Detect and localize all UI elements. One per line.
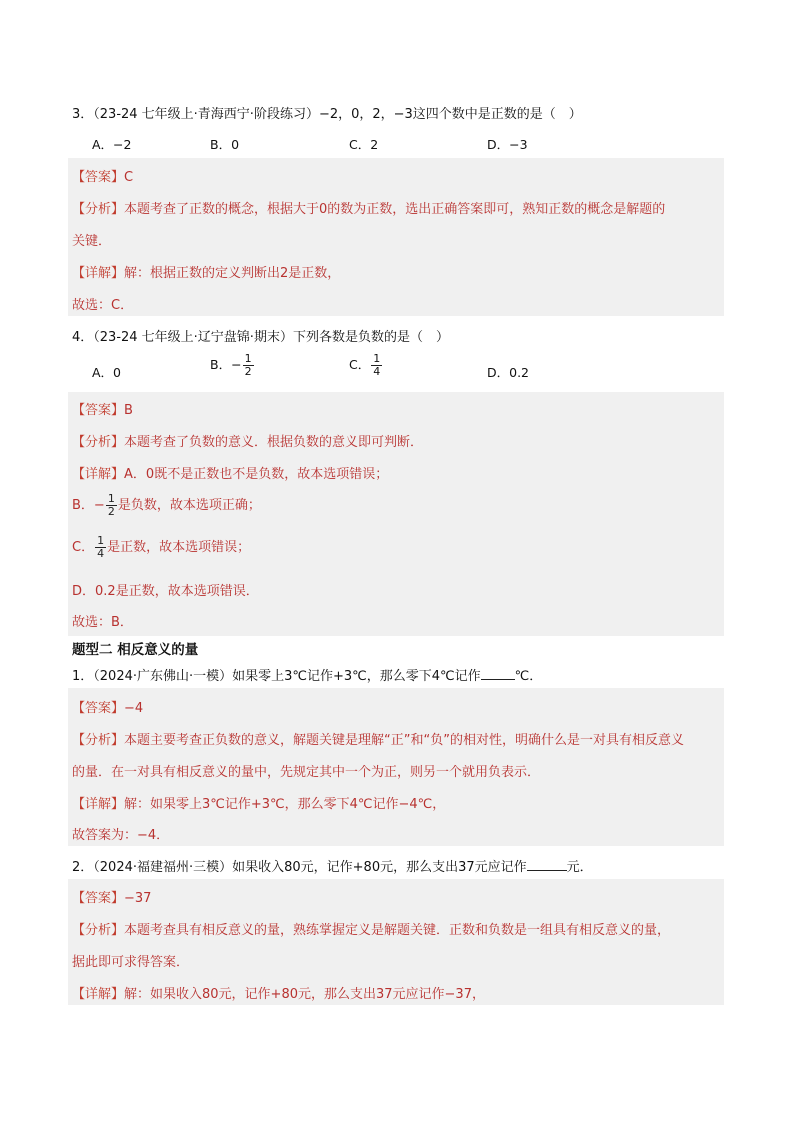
q3-detail-line1 bbox=[72, 262, 340, 281]
numerator: 1 bbox=[244, 352, 252, 365]
analysis-tag: 【分析】 bbox=[72, 202, 125, 217]
q4-answer-value: B bbox=[124, 403, 133, 418]
analysis-tag: 【分析】 bbox=[72, 435, 125, 450]
s1-analysis-line1 bbox=[72, 729, 684, 748]
answer-tag: 【答案】 bbox=[72, 170, 125, 185]
analysis-tag: 【分析】 bbox=[72, 923, 125, 938]
answer-blank bbox=[527, 870, 567, 871]
q3-detail-line2: 故选：C． bbox=[72, 298, 134, 313]
detail-tag: 【详解】 bbox=[72, 266, 125, 281]
answer-tag: 【答案】 bbox=[72, 891, 125, 906]
denominator: 2 bbox=[107, 505, 115, 518]
answer-blank bbox=[481, 679, 515, 680]
s1-stem-unit: ℃． bbox=[514, 669, 543, 684]
section-title: 题型二 相反意义的量 bbox=[72, 642, 199, 658]
q4-detail-a bbox=[72, 463, 388, 482]
denominator: 2 bbox=[244, 365, 252, 378]
q4-detail-c bbox=[72, 535, 250, 560]
detail-d-text: 0.2是正数，故本选项错误． bbox=[95, 584, 259, 599]
q4-option-a: A．0 bbox=[92, 365, 122, 380]
s2-analysis-line1 bbox=[72, 919, 670, 938]
q3-option-b: B．0 bbox=[210, 137, 240, 152]
s2-analysis-text: 本题考查具有相反意义的量，熟练掌握定义是解题关键．正数和负数是一组具有相反意义的量， bbox=[124, 923, 671, 938]
fraction bbox=[371, 353, 382, 378]
fraction bbox=[243, 353, 254, 378]
detail-b-label: B． bbox=[72, 498, 94, 513]
q3-answer-value: C bbox=[124, 170, 134, 185]
answer-tag: 【答案】 bbox=[72, 403, 125, 418]
s1-stem-text: 1．（2024·广东佛山·一模）如果零上3℃记作+3℃，那么零下4℃记作 bbox=[72, 669, 481, 684]
s1-stem bbox=[72, 665, 542, 684]
q3-option-c: C．2 bbox=[349, 137, 379, 152]
q3-analysis-line1 bbox=[72, 198, 665, 217]
numerator: 1 bbox=[373, 352, 381, 365]
detail-b-sign: − bbox=[93, 498, 105, 513]
analysis-tag: 【分析】 bbox=[72, 733, 125, 748]
detail-c-text: 是正数，故本选项错误； bbox=[107, 540, 251, 555]
s2-stem-unit: 元． bbox=[566, 860, 593, 875]
q4-analysis-line bbox=[72, 431, 423, 450]
s1-answer-value: −4 bbox=[124, 701, 144, 716]
q4-stem: 4．（23-24 七年级上·辽宁盘锦·期末）下列各数是负数的是（ ） bbox=[72, 330, 449, 345]
s2-detail-text: 解：如果收入80元，记作+80元，那么支出37元应记作−37， bbox=[124, 987, 485, 1002]
q4-option-d: D．0.2 bbox=[487, 365, 530, 380]
q4-detail-d bbox=[72, 580, 259, 599]
q3-option-a: A．−2 bbox=[92, 137, 132, 152]
s1-detail-text: 解：如果零上3℃记作+3℃，那么零下4℃记作−4℃， bbox=[124, 797, 446, 812]
q4-option-b bbox=[210, 353, 255, 378]
q3-detail-text: 解：根据正数的定义判断出2是正数， bbox=[124, 266, 341, 281]
numerator: 1 bbox=[97, 534, 105, 547]
q4-option-c bbox=[349, 353, 383, 378]
detail-c-label: C． bbox=[72, 540, 95, 555]
detail-a-label: A． bbox=[124, 467, 146, 482]
fraction bbox=[95, 535, 106, 560]
detail-tag: 【详解】 bbox=[72, 467, 125, 482]
numerator: 1 bbox=[107, 492, 115, 505]
detail-tag: 【详解】 bbox=[72, 797, 125, 812]
s2-stem bbox=[72, 856, 593, 875]
s2-analysis-line2: 据此即可求得答案． bbox=[72, 955, 190, 970]
detail-a-text: 0既不是正数也不是负数，故本选项错误； bbox=[145, 467, 389, 482]
s2-stem-text: 2．（2024·福建福州·三模）如果收入80元，记作+80元，那么支出37元应记作 bbox=[72, 860, 527, 875]
q4-detail-b bbox=[72, 493, 261, 518]
s1-answer-line bbox=[72, 697, 143, 716]
denominator: 4 bbox=[373, 365, 381, 378]
q3-answer-line bbox=[72, 166, 133, 185]
q4-choose: 故选：B． bbox=[72, 615, 133, 630]
s2-answer-line bbox=[72, 887, 151, 906]
q4-answer-line bbox=[72, 399, 133, 418]
detail-tag: 【详解】 bbox=[72, 987, 125, 1002]
q4-option-c-prefix: C． bbox=[349, 357, 371, 372]
q3-analysis-line2: 关键． bbox=[72, 234, 112, 249]
s1-detail-line2: 故答案为：−4． bbox=[72, 828, 170, 843]
s1-detail-line1 bbox=[72, 793, 445, 812]
q3-option-d: D．−3 bbox=[487, 137, 528, 152]
denominator: 4 bbox=[97, 547, 105, 560]
q3-analysis-text: 本题考查了正数的概念，根据大于0的数为正数，选出正确答案即可，熟知正数的概念是解题的 bbox=[124, 202, 666, 217]
detail-d-label: D． bbox=[72, 584, 96, 599]
q3-stem: 3．（23-24 七年级上·青海西宁·阶段练习）−2，0，2，−3这四个数中是正数的是（ ） bbox=[72, 107, 582, 122]
answer-tag: 【答案】 bbox=[72, 701, 125, 716]
q4-analysis-text: 本题考查了负数的意义．根据负数的意义即可判断． bbox=[124, 435, 424, 450]
q4-option-b-prefix: B．− bbox=[210, 357, 242, 372]
s2-answer-value: −37 bbox=[124, 891, 152, 906]
s1-analysis-text: 本题主要考查正负数的意义，解题关键是理解“正”和“负”的相对性，明确什么是一对具有相反意义 bbox=[124, 733, 684, 748]
detail-b-text: 是负数，故本选项正确； bbox=[117, 498, 261, 513]
q3-solution-block bbox=[68, 158, 724, 316]
s1-analysis-line2: 的量．在一对具有相反意义的量中，先规定其中一个为正，则另一个就用负表示． bbox=[72, 765, 541, 780]
s2-detail-line1 bbox=[72, 983, 485, 1002]
fraction bbox=[106, 493, 117, 518]
